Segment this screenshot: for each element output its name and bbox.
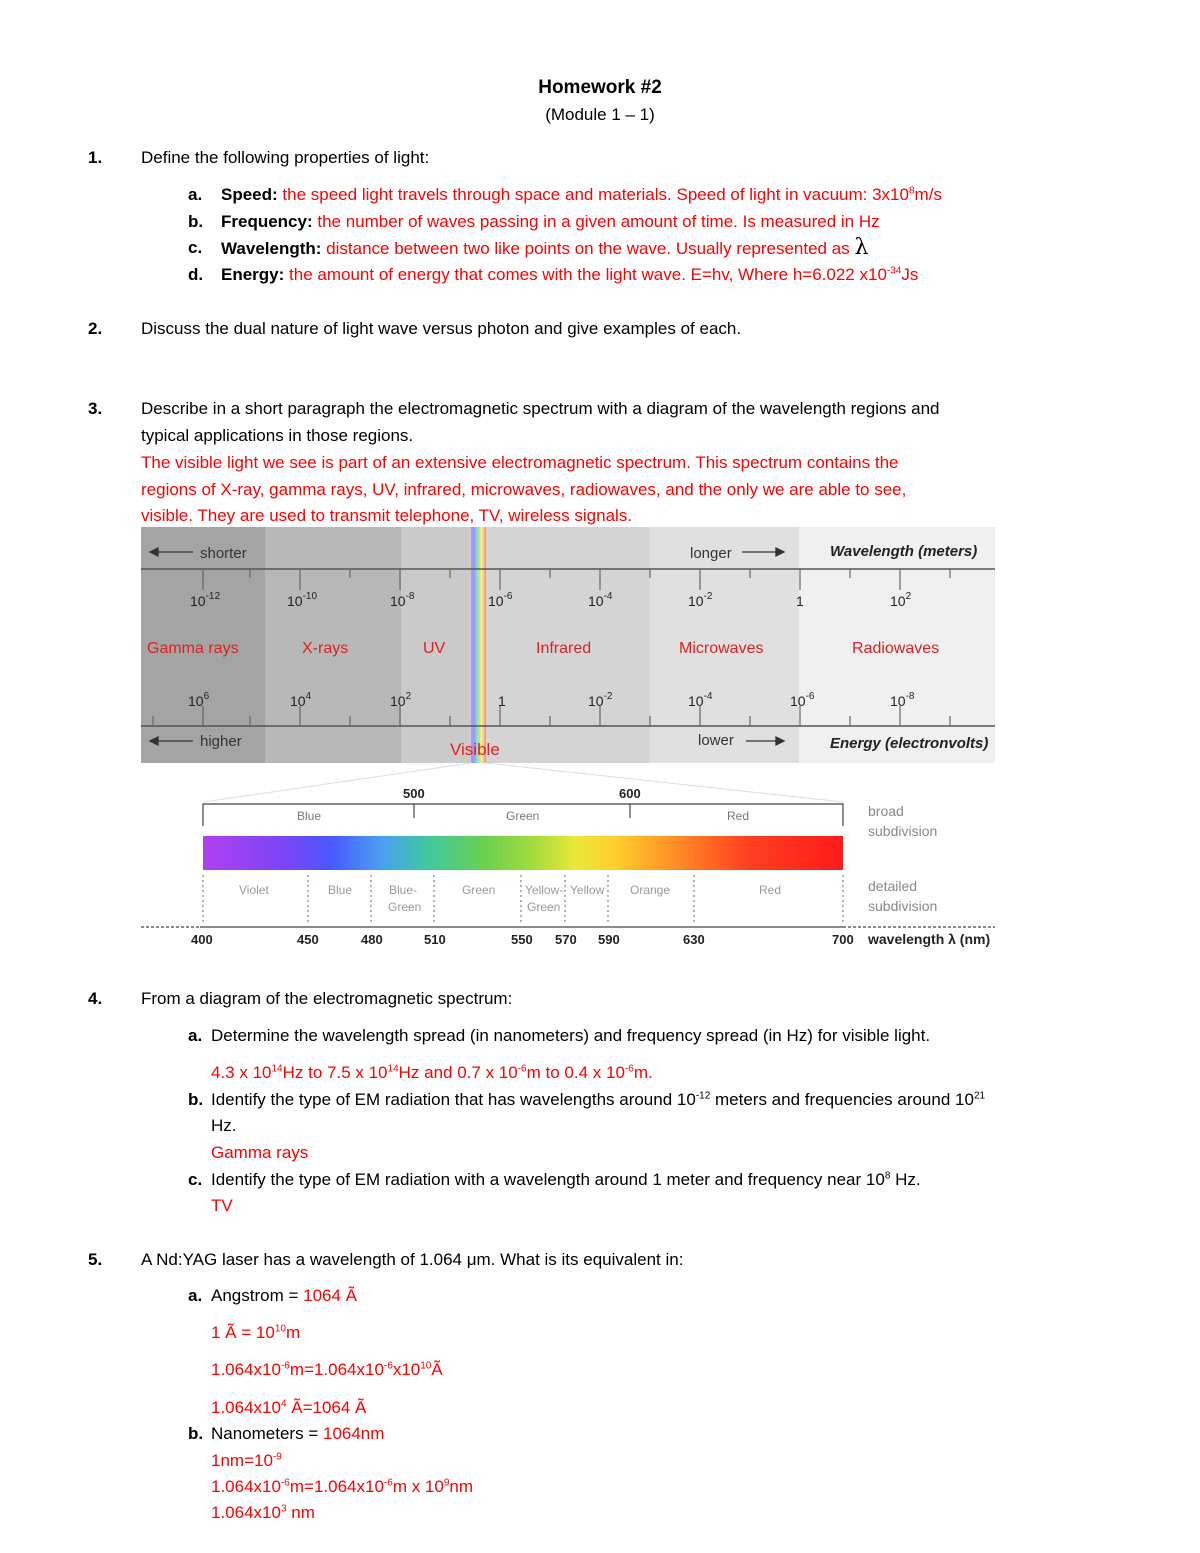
wl-tick-label: $10^{-6}$ [488,591,513,609]
q5b-step1: $1nm=10^{-9}$ [211,1451,282,1470]
lambda-symbol: λ [854,235,869,260]
q5b-answer: 1064nm [322,1424,385,1443]
detail-red: Red [759,883,782,897]
region-x-rays: X-rays [302,640,349,657]
higher-label: higher [200,733,242,750]
nm-tick-label: 510 [424,932,446,947]
wl-tick-label: 1 [796,593,804,609]
broad-tick-500: 500 [403,786,425,801]
q5b-prompt: Nanometers = [211,1424,323,1443]
detail-yellow-green-l1: Yellow- [525,883,564,897]
q1d-term: Energy: [221,265,285,284]
q5b-line [211,1423,384,1445]
q5-number: 5. [88,1250,103,1269]
energy-tick-label: $10^{-6}$ [790,691,815,709]
q1c-term: Wavelength: [221,239,322,258]
page-subtitle: (Module 1 – 1) [545,105,655,124]
q4a-answer: 4.3 x $10^{14}Hz$ to 7.5 x $10^{14}Hz$ and 0.7 x $10^{-6}m$ to 0.4 x $10^{-6}m$. [211,1063,653,1082]
q1d-letter: d. [188,265,204,284]
q1b-letter: b. [188,212,204,231]
wl-tick-label: $10^2$ [890,591,912,609]
q5a-step3: $1.064x10^4$ Ã=1064 Ã [211,1398,367,1417]
broad-blue-label: Blue [297,809,322,823]
q1a-answer: the speed light travels through space and materials. Speed of light in vacuum: $3x10^8m/s$ [282,185,942,204]
q1d-answer: the amount of energy that comes with the light wave. E=hv, Where h=6.022 $x10^{-34}Js$ [289,265,919,284]
visible-label: Visible [450,740,500,759]
q1b-answer: the number of waves passing in a given amount of time. Is measured in Hz [317,212,880,231]
detail-violet: Violet [239,883,269,897]
broad-caption-line2: subdivision [868,823,938,839]
detail-blue-green-l2: Green [388,900,422,914]
broad-red-label: Red [727,809,750,823]
q3-prompt-line2: typical applications in those regions. [141,426,414,445]
q5b-step2: $1.064x10^{-6}m=1.064x10^{-6}m$ x $10^9nm$ [211,1477,474,1496]
q3-answer-line1: The visible light we see is part of an extensive electromagnetic spectrum. This spectrum contains the [141,453,899,472]
q4-prompt: From a diagram of the electromagnetic spectrum: [141,989,513,1008]
energy-tick-label: $10^4$ [290,691,312,709]
q3-answer-line3: visible. They are used to transmit telephone, TV, wireless signals. [141,506,633,525]
q2-prompt: Discuss the dual nature of light wave versus photon and give examples of each. [141,319,742,338]
q4a-letter: a. [188,1026,203,1045]
longer-label: longer [690,545,732,562]
detail-yellow: Yellow [570,883,605,897]
detailed-caption-line1: detailed [868,878,918,894]
wl-tick-label: $10^{-2}$ [688,591,713,609]
q5b-step3: $1.064x10^3$ nm [211,1503,315,1522]
q5a-answer: 1064 Ã [303,1286,358,1305]
energy-tick-label: $10^{-4}$ [688,691,713,709]
q1b-term: Frequency: [221,212,313,231]
shorter-label: shorter [200,545,247,562]
q4c-answer: TV [211,1196,233,1215]
nm-tick-label: 400 [191,932,213,947]
q4c-prompt: Identify the type of EM radiation with a wavelength around 1 meter and frequency near $10^8$ Hz. [211,1170,921,1189]
energy-axis-title: Energy (electronvolts) [830,735,989,752]
wl-tick-label: $10^{-12}$ [190,591,221,609]
wavelength-axis-title: Wavelength (meters) [830,543,978,560]
q3-answer-line2: regions of X-ray, gamma rays, UV, infrared, microwaves, radiowaves, and the only we are able to see, [141,480,907,499]
q4b-answer: Gamma rays [211,1143,309,1162]
q1a-letter: a. [188,185,203,204]
q1-number: 1. [88,148,103,167]
energy-tick-label: $10^2$ [390,691,412,709]
nm-tick-label: 630 [683,932,705,947]
q5a-line [211,1285,357,1307]
visible-color-bar [203,836,843,870]
region-microwaves: Microwaves [679,640,764,657]
q5a-letter: a. [188,1286,203,1305]
q4c-letter: c. [188,1170,203,1189]
nm-tick-label: 450 [297,932,319,947]
nm-axis-title: wavelength λ (nm) [868,931,991,947]
energy-tick-label: $10^{-2}$ [588,691,613,709]
energy-tick-label: 1 [498,693,506,709]
nm-tick-label: 590 [598,932,620,947]
detail-blue-green-l1: Blue- [389,883,418,897]
nm-tick-label: 550 [511,932,533,947]
detail-yellow-green-l2: Green [527,900,561,914]
wl-tick-label: $10^{-10}$ [287,591,318,609]
nm-tick-label: 700 [832,932,854,947]
wl-tick-label: $10^{-8}$ [390,591,415,609]
q4b-letter: b. [188,1090,204,1109]
q1a-term: Speed: [221,185,278,204]
q4b-prompt-line2: Hz. [211,1116,237,1135]
detail-green: Green [462,883,496,897]
wl-tick-label: $10^{-4}$ [588,591,613,609]
lower-label: lower [698,732,734,749]
q5a-step1: 1 Ã = $10^{10}m$ [211,1323,301,1342]
q1-prompt: Define the following properties of light: [141,148,430,167]
region-uv: UV [423,640,446,657]
q4a-prompt: Determine the wavelength spread (in nanometers) and frequency spread (in Hz) for visible light. [211,1026,931,1045]
region-gamma-rays: Gamma rays [147,640,239,657]
q1c-answer: distance between two like points on the wave. Usually represented as [326,239,850,258]
region-radiowaves: Radiowaves [852,640,940,657]
broad-green-label: Green [506,809,540,823]
q5-prompt: A Nd:YAG laser has a wavelength of 1.064 μm. What is its equivalent in: [141,1250,684,1269]
detail-blue: Blue [328,883,353,897]
nm-tick-label: 570 [555,932,577,947]
region-infrared: Infrared [536,640,592,657]
q4-number: 4. [88,989,103,1008]
q5a-prompt: Angstrom = [211,1286,304,1305]
page-title: Homework #2 [538,77,662,98]
detailed-caption-line2: subdivision [868,898,938,914]
q2-number: 2. [88,319,103,338]
q5a-step2: $1.064x10^{-6}m=1.064x10^{-6}x10^{10}Ã$ [211,1360,443,1379]
energy-tick-label: $10^6$ [188,691,210,709]
broad-tick-600: 600 [619,786,641,801]
q5b-letter: b. [188,1424,204,1443]
q1c-letter: c. [188,238,203,257]
q3-number: 3. [88,399,103,418]
detail-orange: Orange [630,883,671,897]
nm-tick-label: 480 [361,932,383,947]
q3-prompt-line1: Describe in a short paragraph the electromagnetic spectrum with a diagram of the wavelength regions and [141,399,940,418]
energy-tick-label: $10^{-8}$ [890,691,915,709]
q4b-prompt: Identify the type of EM radiation that has wavelengths around $10^{-12}$ meters and frequencies around $10^{21}$ [211,1090,986,1109]
broad-caption-line1: broad [868,803,904,819]
